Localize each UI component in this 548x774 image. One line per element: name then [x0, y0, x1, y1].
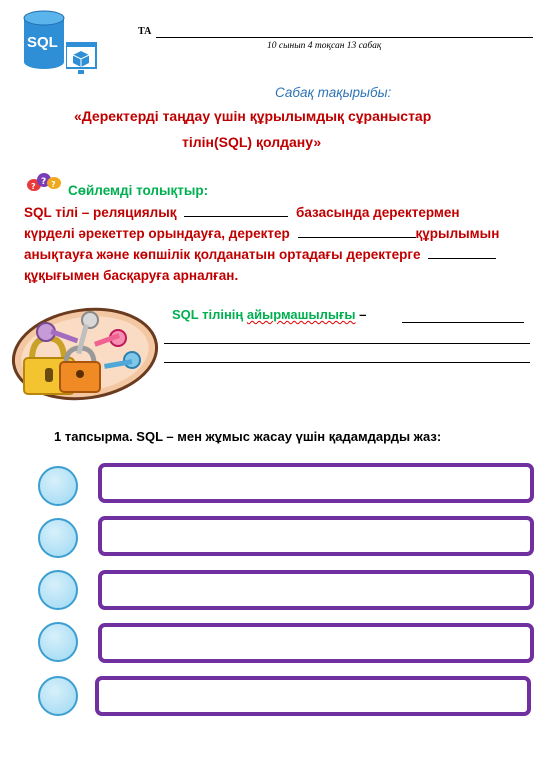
sentence-paragraph: [24, 202, 544, 286]
step-5-marker: [38, 676, 78, 716]
keys-lock-illustration: [10, 302, 160, 402]
sentence-line-1: [24, 202, 544, 223]
sql-logo-text: SQL: [27, 34, 58, 51]
question-bubbles-icon: [26, 170, 62, 192]
sentence-line-3: [24, 244, 544, 265]
sentence-text-3a: анықтауға және көпшілік қолданатын ортадағы деректерге: [24, 247, 421, 262]
step-2-answer-box[interactable]: [98, 516, 534, 556]
difference-label: [172, 307, 366, 322]
blank-field-1[interactable]: [184, 216, 288, 217]
task1-label: 1 тапсырма. SQL – мен жұмыс жасау үшін қадамдарды жаз:: [54, 429, 442, 444]
step-4-marker: [38, 622, 78, 662]
sql-database-icon: [22, 10, 66, 70]
difference-label-c: –: [355, 307, 367, 322]
sentence-text-1b: базасында деректермен: [296, 205, 460, 220]
class-info: 10 сынып 4 тоқсан 13 сабақ: [267, 41, 382, 51]
name-prefix: ТА: [138, 26, 152, 37]
sentence-line-4: құқығымен басқаруға арналған.: [24, 268, 239, 283]
step-5-answer-box[interactable]: [95, 676, 531, 716]
difference-label-b: айырмашылығы: [246, 307, 356, 322]
difference-blank-2[interactable]: [164, 343, 530, 344]
difference-blank-3[interactable]: [164, 362, 530, 363]
sentence-text-2b: құрылымын: [415, 226, 500, 241]
complete-sentence-heading: Сөйлемді толықтыр:: [68, 183, 209, 198]
step-1-marker: [38, 466, 78, 506]
step-3-answer-box[interactable]: [98, 570, 534, 610]
sentence-text-2a: күрделі әрекеттер орындауға, деректер: [24, 226, 290, 241]
svg-text:?: ?: [31, 182, 36, 191]
sentence-text-1a: SQL тілі – реляциялық: [24, 205, 177, 220]
window-cube-icon: [66, 42, 98, 78]
sentence-line-2: [24, 223, 544, 244]
svg-text:?: ?: [41, 177, 47, 187]
name-blank-line: [156, 37, 533, 38]
svg-text:?: ?: [51, 180, 56, 189]
lesson-title-line2: тілін(SQL) қолдану»: [182, 134, 322, 150]
topic-label: Сабақ тақырыбы:: [275, 85, 392, 100]
step-2-marker: [38, 518, 78, 558]
step-1-answer-box[interactable]: [98, 463, 534, 503]
blank-field-2[interactable]: [298, 237, 416, 238]
lesson-title-line1: «Деректерді таңдау үшін құрылымдық сұраныстар: [74, 108, 432, 124]
blank-field-3[interactable]: [428, 258, 496, 259]
student-name-line: [138, 26, 533, 40]
step-3-marker: [38, 570, 78, 610]
difference-label-a: SQL тілінің: [172, 307, 247, 322]
difference-blank-1[interactable]: [402, 322, 524, 323]
step-4-answer-box[interactable]: [98, 623, 534, 663]
